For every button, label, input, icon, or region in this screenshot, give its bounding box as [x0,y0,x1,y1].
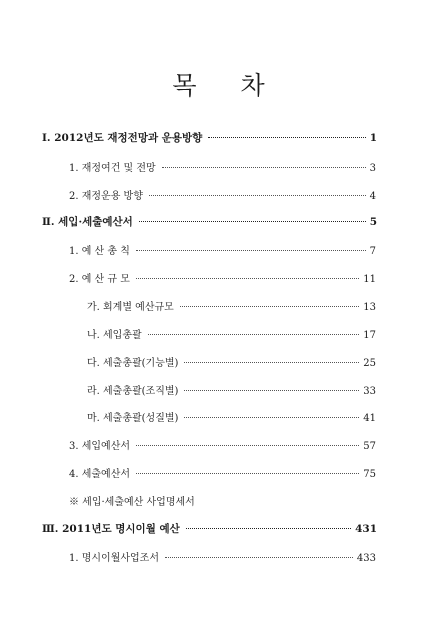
toc-entry[interactable] [69,270,376,285]
toc-entry-label: 2. 예 산 규 모 [69,274,130,285]
toc-entry-label: 2. 재정운용 방향 [69,191,143,202]
toc-entry[interactable] [69,437,376,452]
toc-entry-label: 3. 세입예산서 [69,441,131,452]
toc-entry-label: ※ 세입·세출예산 사업명세서 [69,497,195,508]
toc-entry-label: 1. 예 산 총 칙 [69,246,130,257]
toc-entry[interactable] [69,549,376,564]
toc-entry-page: 3 [369,163,376,174]
toc-entry-page: 1 [369,132,377,144]
toc-leader-dots [184,361,359,363]
toc-entry-label: 라. 세출총괄(조직별) [87,386,179,397]
toc-entry-note[interactable] [69,493,195,508]
toc-entry-page: 5 [369,216,377,228]
toc-entry-label: Ⅱ. 세입·세출예산서 [42,216,133,228]
toc-leader-dots [184,416,359,418]
toc-entry-label: 4. 세출예산서 [69,469,131,480]
toc-leader-dots [184,389,359,391]
toc-leader-dots [186,527,351,529]
toc-entry[interactable] [87,409,376,424]
toc-entry-page: 33 [363,386,376,397]
toc-entry[interactable] [87,298,376,313]
toc-entry[interactable] [87,382,376,397]
toc-entry[interactable] [87,326,376,341]
toc-leader-dots [149,194,366,196]
toc-entry-page: 17 [363,330,376,341]
toc-leader-dots [148,333,360,335]
toc-leader-dots [136,444,359,446]
toc-entry-page: 57 [363,441,376,452]
toc-leader-dots [180,305,359,307]
toc-entry-page: 11 [363,274,376,285]
toc-entry-page: 75 [363,469,376,480]
toc-entry-page: 41 [363,413,376,424]
toc-entry-section-3[interactable] [42,521,377,536]
toc-entry-page: 7 [369,246,376,257]
toc-leader-dots [165,556,353,558]
toc-entry-label: 마. 세출총괄(성질별) [87,413,179,424]
toc-leader-dots [136,277,359,279]
toc-leader-dots [162,166,366,168]
toc-entry[interactable] [69,242,376,257]
toc-entry-page: 433 [356,553,376,564]
toc-entry[interactable] [69,465,376,480]
toc-entry-label: 다. 세출총괄(기능별) [87,358,179,369]
toc-entry-page: 431 [355,523,377,535]
toc-entry-page: 13 [363,302,376,313]
toc-entry[interactable] [69,187,376,202]
toc-entry-section-2[interactable] [42,214,377,229]
toc-entry-label: 가. 회계별 예산규모 [87,302,174,313]
toc-entry-label: 1. 재정여건 및 전망 [69,163,156,174]
toc-leader-dots [136,249,366,251]
toc-entry-label: Ⅰ. 2012년도 재정전망과 운용방향 [42,132,203,144]
toc-entry-label: 1. 명시이월사업조서 [69,553,159,564]
toc-entry-label: 나. 세입총괄 [87,330,142,341]
toc-entry-page: 25 [363,358,376,369]
toc-leader-dots [208,136,365,138]
toc-entry-label: Ⅲ. 2011년도 명시이월 예산 [42,523,180,535]
toc-leader-dots [139,220,366,222]
page-title: 목 차 [172,71,283,100]
toc-leader-dots [136,472,359,474]
toc-entry-section-1[interactable] [42,130,377,145]
toc-entry[interactable] [87,354,376,369]
toc-entry[interactable] [69,159,376,174]
toc-entry-page: 4 [369,191,376,202]
